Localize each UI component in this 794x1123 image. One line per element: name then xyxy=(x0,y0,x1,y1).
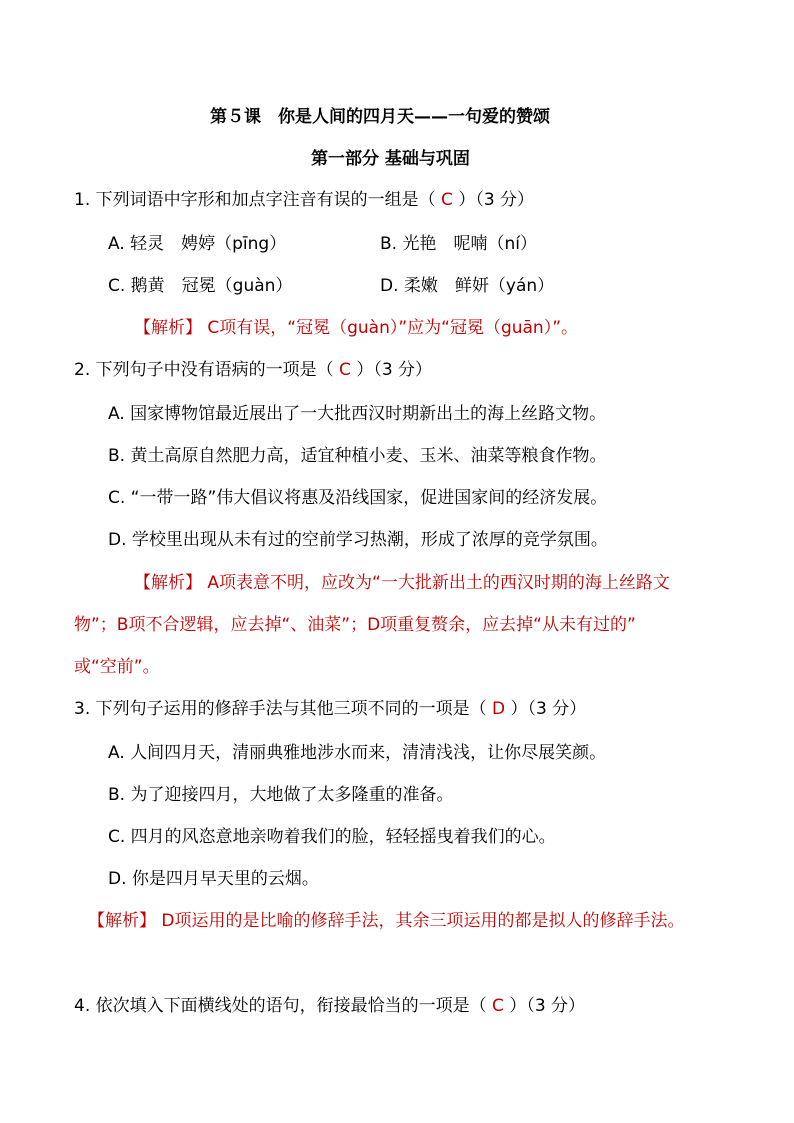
explanation-text: A项表意不明，应改为“一大批新出土的西汉时期的海上丝路文 xyxy=(207,573,670,593)
question-number: 3. xyxy=(74,699,91,719)
explanation-tag: 【解析】 xyxy=(134,573,202,593)
section-title: 第一部分 基础与巩固 xyxy=(311,149,470,169)
option-d: D. 学校里出现从未有过的空前学习热潮，形成了浓厚的竞学氛围。 xyxy=(108,530,608,550)
explanation-tag: 【解析】 xyxy=(134,318,202,338)
option-d: D. 你是四月早天里的云烟。 xyxy=(108,869,319,889)
answer-letter: C xyxy=(441,190,453,210)
explanation-text: D项运用的是比喻的修辞手法，其余三项运用的都是拟人的修辞手法。 xyxy=(161,911,685,931)
answer-letter: C xyxy=(492,996,504,1016)
question-4 xyxy=(74,995,585,1017)
question-score: ）（3 分） xyxy=(356,360,433,380)
question-stem: 下列句子中没有语病的一项是（ xyxy=(95,360,334,380)
question-stem: 下列句子运用的修辞手法与其他三项不同的一项是（ xyxy=(95,699,487,719)
question-stem: 下列词语中字形和加点字注音有误的一组是（ xyxy=(95,190,436,210)
option-b: B. 黄土高原自然肥力高，适宜种植小麦、玉米、油菜等粮食作物。 xyxy=(108,446,607,466)
option-a: A. 国家博物馆最近展出了一大批西汉时期新出土的海上丝路文物。 xyxy=(108,404,607,424)
page-title: 第５课 你是人间的四月天——一句爱的赞颂 xyxy=(210,107,550,127)
option-b: B. 为了迎接四月，大地做了太多隆重的准备。 xyxy=(108,785,454,805)
option-c: C. 四月的风恣意地亲吻着我们的脸，轻轻摇曳着我们的心。 xyxy=(108,827,556,847)
question-stem: 依次填入下面横线处的语句，衔接最恰当的一项是（ xyxy=(95,996,487,1016)
question-score: ）（3 分） xyxy=(509,996,586,1016)
explanation-2-line-2: 物”；B项不合逻辑，应去掉“、油菜”；D项重复赘余，应去掉“从未有过的” xyxy=(74,615,636,635)
question-1 xyxy=(74,189,534,211)
explanation-3 xyxy=(88,910,685,932)
explanation-2-line-3: 或“空前”。 xyxy=(74,657,160,677)
explanation-text: C项有误，“冠冕（guàn）”应为“冠冕（guān）”。 xyxy=(207,318,579,338)
answer-letter: C xyxy=(339,360,351,380)
explanation-tag: 【解析】 xyxy=(88,911,156,931)
question-2 xyxy=(74,359,432,381)
option-c: C. 鹅黄 冠冕（guàn） xyxy=(108,276,293,296)
question-score: ）（3 分） xyxy=(510,699,587,719)
question-3 xyxy=(74,698,586,720)
option-a: A. 人间四月天，清丽典雅地涉水而来，清清浅浅，让你尽展笑颜。 xyxy=(108,743,607,763)
option-b: B. 光艳 呢喃（ní） xyxy=(380,234,537,254)
question-number: 4. xyxy=(74,996,91,1016)
option-c: C. “一带一路”伟大倡议将惠及沿线国家，促进国家间的经济发展。 xyxy=(108,488,608,508)
answer-letter: D xyxy=(492,699,506,719)
question-score: ）（3 分） xyxy=(458,190,535,210)
explanation-2 xyxy=(134,572,670,594)
question-number: 1. xyxy=(74,190,91,210)
option-a: A. 轻灵 娉婷（pīng） xyxy=(108,234,287,254)
explanation-1 xyxy=(134,317,578,339)
option-d: D. 柔嫩 鲜妍（yán） xyxy=(380,276,555,296)
question-number: 2. xyxy=(74,360,91,380)
